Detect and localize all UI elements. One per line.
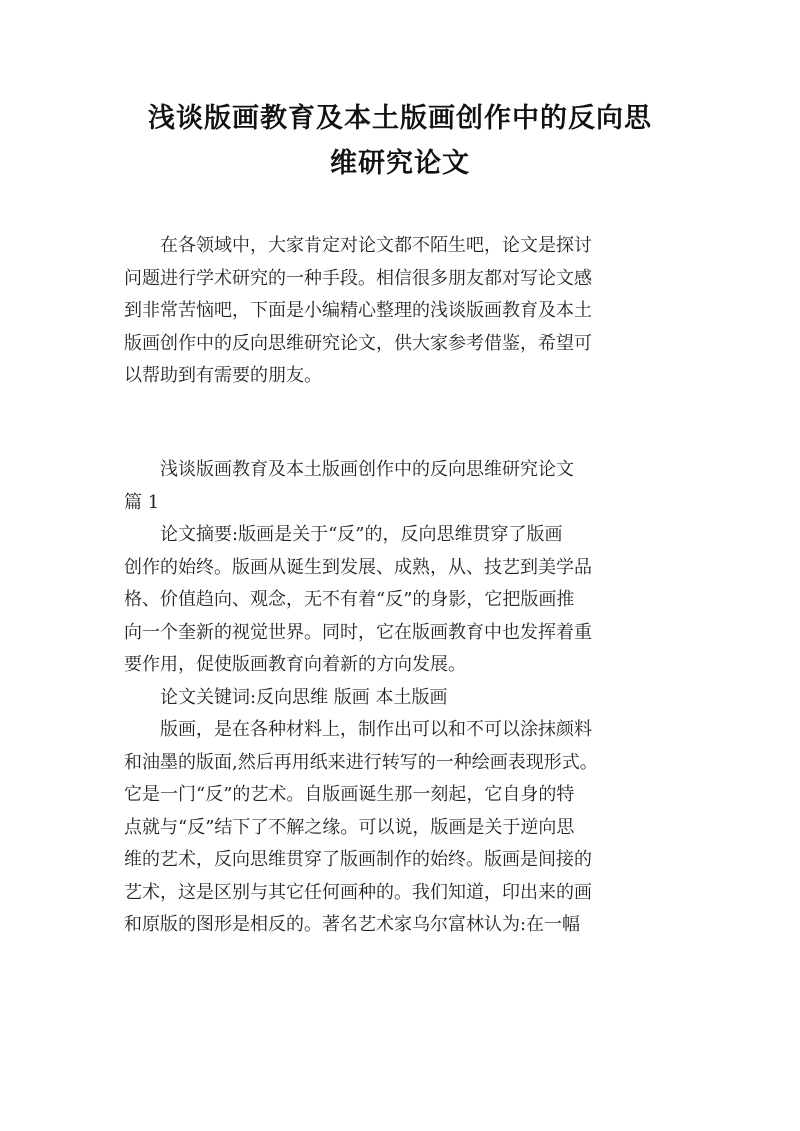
document-title [100, 96, 700, 186]
section-heading [124, 454, 684, 519]
keywords-line: 论文关键词:反向思维 版画 本土版画 [124, 686, 448, 708]
title-line: 浅谈版画教育及本土版画创作中的反向思 [148, 103, 652, 134]
intro-line: 问题进行学术研究的一种手段。相信很多朋友都对写论文感 [124, 267, 592, 289]
section-heading-line: 浅谈版画教育及本土版画创作中的反向思维研究论文 [124, 459, 574, 480]
body-line: 它是一门“反”的艺术。自版画诞生那一刻起，它自身的特 [124, 784, 575, 805]
body-line: 和原版的图形是相反的。著名艺术家乌尔富林认为:在一幅 [124, 914, 581, 935]
intro-line: 以帮助到有需要的朋友。 [124, 365, 322, 386]
body-line: 和油墨的版面,然后再用纸来进行转写的一种绘画表现形式。 [124, 751, 598, 773]
abstract-line: 格、价值趋向、观念，无不有着“反”的身影，它把版画推 [124, 589, 575, 610]
intro-line: 在各领域中，大家肯定对论文都不陌生吧，论文是探讨 [124, 235, 592, 256]
body-line: 维的艺术，反向思维贯穿了版画制作的始终。版画是间接的 [124, 849, 592, 870]
section-heading-line: 篇 1 [124, 491, 160, 513]
article-section [124, 454, 684, 942]
abstract-line: 向一个奎新的视觉世界。同时，它在版画教育中也发挥着重 [124, 621, 592, 643]
intro-paragraph [124, 230, 684, 393]
abstract-line: 创作的始终。版画从诞生到发展、成熟，从、技艺到美学品 [124, 556, 592, 578]
intro-line: 到非常苦恼吧，下面是小编精心整理的浅谈版画教育及本土 [124, 300, 592, 321]
body-line: 点就与“反”结下了不解之缘。可以说，版画是关于逆向思 [124, 816, 575, 838]
abstract-paragraph [124, 519, 684, 682]
title-line: 维研究论文 [330, 148, 470, 179]
body-line: 版画，是在各种材料上，制作出可以和不可以涂抹颜料 [124, 719, 592, 740]
body-line: 艺术，这是区别与其它任何画种的。我们知道，印出来的画 [124, 881, 592, 903]
abstract-line: 论文摘要:版画是关于“反”的，反向思维贯穿了版画 [124, 524, 563, 545]
intro-line: 版画创作中的反向思维研究论文，供大家参考借鉴，希望可 [124, 332, 592, 354]
body-paragraph [124, 714, 684, 942]
abstract-line: 要作用，促使版画教育向着新的方向发展。 [124, 654, 466, 675]
